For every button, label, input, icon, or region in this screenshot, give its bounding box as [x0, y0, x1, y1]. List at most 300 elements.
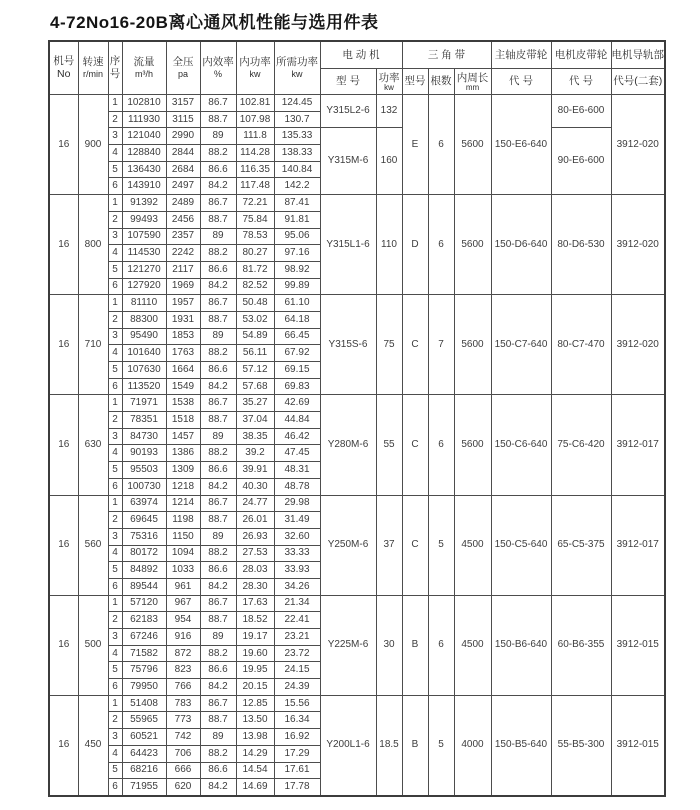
- flow-cell: 88300: [122, 311, 166, 328]
- required-power-cell: 31.49: [274, 512, 320, 529]
- seq-cell: 5: [108, 362, 122, 379]
- pressure-cell: 1198: [166, 512, 200, 529]
- belt-count-cell: 7: [428, 295, 454, 395]
- flow-cell: 101640: [122, 345, 166, 362]
- internal-power-cell: 39.91: [236, 462, 274, 479]
- belt-length-cell: 4500: [454, 595, 491, 695]
- main-pulley-cell: 150-D6-640: [491, 195, 551, 295]
- seq-cell: 4: [108, 745, 122, 762]
- efficiency-cell: 84.2: [200, 478, 236, 495]
- header-motor-power: [376, 69, 402, 95]
- header-rail-code: 代号(二套): [611, 69, 665, 95]
- header-speed-line1: 转速: [82, 56, 104, 69]
- required-power-cell: 91.81: [274, 211, 320, 228]
- pressure-cell: 1664: [166, 362, 200, 379]
- seq-cell: 3: [108, 228, 122, 245]
- belt-model-cell: B: [402, 695, 428, 796]
- main-pulley-cell: 150-E6-640: [491, 95, 551, 195]
- required-power-cell: 69.15: [274, 362, 320, 379]
- seq-cell: 4: [108, 645, 122, 662]
- internal-power-cell: 78.53: [236, 228, 274, 245]
- rail-code-cell: 3912-020: [611, 95, 665, 195]
- header-pressure-line1: 全压: [172, 56, 194, 69]
- motor-pulley-cell: 55-B5-300: [551, 695, 611, 796]
- header-speed: [78, 41, 108, 95]
- required-power-cell: 66.45: [274, 328, 320, 345]
- internal-power-cell: 111.8: [236, 128, 274, 145]
- header-motor-pulley-group: 电机皮带轮: [551, 41, 611, 69]
- required-power-cell: 34.26: [274, 578, 320, 595]
- table-row: [49, 128, 665, 145]
- motor-power-cell: 110: [376, 195, 402, 295]
- fan-no-cell: 16: [49, 195, 78, 295]
- pressure-cell: 1549: [166, 378, 200, 395]
- pressure-cell: 2684: [166, 161, 200, 178]
- main-pulley-cell: 150-B5-640: [491, 695, 551, 796]
- seq-cell: 6: [108, 378, 122, 395]
- seq-cell: 1: [108, 595, 122, 612]
- efficiency-cell: 88.7: [200, 712, 236, 729]
- pressure-cell: 872: [166, 645, 200, 662]
- efficiency-cell: 88.7: [200, 311, 236, 328]
- required-power-cell: 33.33: [274, 545, 320, 562]
- header-motor-power-line2: kw: [384, 83, 394, 93]
- pressure-cell: 742: [166, 729, 200, 746]
- rail-code-cell: 3912-020: [611, 295, 665, 395]
- table-row: [49, 295, 665, 312]
- required-power-cell: 17.29: [274, 745, 320, 762]
- internal-power-cell: 27.53: [236, 545, 274, 562]
- flow-cell: 64423: [122, 745, 166, 762]
- required-power-cell: 67.92: [274, 345, 320, 362]
- header-internal-power: [236, 41, 274, 95]
- seq-cell: 2: [108, 412, 122, 429]
- pressure-cell: 1518: [166, 412, 200, 429]
- motor-power-cell: 30: [376, 595, 402, 695]
- belt-count-cell: 6: [428, 195, 454, 295]
- speed-cell: 710: [78, 295, 108, 395]
- seq-cell: 5: [108, 161, 122, 178]
- rail-code-cell: 3912-020: [611, 195, 665, 295]
- internal-power-cell: 39.2: [236, 445, 274, 462]
- efficiency-cell: 86.6: [200, 161, 236, 178]
- efficiency-cell: 89: [200, 528, 236, 545]
- required-power-cell: 64.18: [274, 311, 320, 328]
- rail-code-cell: 3912-017: [611, 395, 665, 495]
- efficiency-cell: 84.2: [200, 679, 236, 696]
- internal-power-cell: 35.27: [236, 395, 274, 412]
- required-power-cell: 24.39: [274, 679, 320, 696]
- pressure-cell: 1150: [166, 528, 200, 545]
- header-seq-line1: 序: [109, 55, 121, 68]
- belt-length-cell: 5600: [454, 95, 491, 195]
- speed-cell: 450: [78, 695, 108, 796]
- header-motor-power-line1: 功率: [378, 71, 400, 84]
- pressure-cell: 2242: [166, 245, 200, 262]
- internal-power-cell: 26.01: [236, 512, 274, 529]
- pressure-cell: 1969: [166, 278, 200, 295]
- rail-code-cell: 3912-015: [611, 595, 665, 695]
- efficiency-cell: 86.6: [200, 261, 236, 278]
- header-seq: [108, 41, 122, 95]
- belt-count-cell: 6: [428, 595, 454, 695]
- internal-power-cell: 28.30: [236, 578, 274, 595]
- seq-cell: 5: [108, 261, 122, 278]
- efficiency-cell: 84.2: [200, 378, 236, 395]
- rail-code-cell: 3912-017: [611, 495, 665, 595]
- pressure-cell: 2497: [166, 178, 200, 195]
- internal-power-cell: 37.04: [236, 412, 274, 429]
- header-required-power-line1: 所需功率: [276, 56, 318, 69]
- motor-pulley-cell: 90-E6-600: [551, 128, 611, 195]
- seq-cell: 2: [108, 111, 122, 128]
- motor-model-cell: Y315L1-6: [320, 195, 376, 295]
- pressure-cell: 706: [166, 745, 200, 762]
- header-internal-power-line1: 内功率: [239, 56, 271, 69]
- required-power-cell: 95.06: [274, 228, 320, 245]
- efficiency-cell: 88.2: [200, 445, 236, 462]
- header-pressure-line2: pa: [177, 68, 188, 79]
- belt-length-cell: 5600: [454, 195, 491, 295]
- seq-cell: 6: [108, 578, 122, 595]
- main-pulley-cell: 150-C5-640: [491, 495, 551, 595]
- required-power-cell: 140.84: [274, 161, 320, 178]
- efficiency-cell: 89: [200, 428, 236, 445]
- header-pressure: [166, 41, 200, 95]
- flow-cell: 99493: [122, 211, 166, 228]
- flow-cell: 113520: [122, 378, 166, 395]
- fan-no-cell: 16: [49, 495, 78, 595]
- required-power-cell: 61.10: [274, 295, 320, 312]
- flow-cell: 63974: [122, 495, 166, 512]
- efficiency-cell: 86.7: [200, 195, 236, 212]
- motor-model-cell: Y280M-6: [320, 395, 376, 495]
- seq-cell: 6: [108, 679, 122, 696]
- belt-model-cell: D: [402, 195, 428, 295]
- pressure-cell: 1094: [166, 545, 200, 562]
- internal-power-cell: 50.48: [236, 295, 274, 312]
- flow-cell: 71971: [122, 395, 166, 412]
- flow-cell: 79950: [122, 679, 166, 696]
- seq-cell: 1: [108, 395, 122, 412]
- efficiency-cell: 88.7: [200, 211, 236, 228]
- internal-power-cell: 17.63: [236, 595, 274, 612]
- efficiency-cell: 89: [200, 228, 236, 245]
- efficiency-cell: 84.2: [200, 178, 236, 195]
- efficiency-cell: 86.7: [200, 295, 236, 312]
- fan-no-cell: 16: [49, 695, 78, 796]
- header-rail-group: 电机导轨部: [611, 41, 665, 69]
- header-seq-line2: 号: [109, 68, 121, 80]
- internal-power-cell: 38.35: [236, 428, 274, 445]
- header-fan-no: [49, 41, 78, 95]
- pressure-cell: 1033: [166, 562, 200, 579]
- fan-no-cell: 16: [49, 395, 78, 495]
- required-power-cell: 142.2: [274, 178, 320, 195]
- efficiency-cell: 88.7: [200, 412, 236, 429]
- efficiency-cell: 86.6: [200, 362, 236, 379]
- internal-power-cell: 57.12: [236, 362, 274, 379]
- flow-cell: 67246: [122, 629, 166, 646]
- internal-power-cell: 12.85: [236, 695, 274, 712]
- flow-cell: 75796: [122, 662, 166, 679]
- efficiency-cell: 88.7: [200, 612, 236, 629]
- seq-cell: 4: [108, 445, 122, 462]
- flow-cell: 84730: [122, 428, 166, 445]
- table-row: [49, 695, 665, 712]
- flow-cell: 80172: [122, 545, 166, 562]
- internal-power-cell: 107.98: [236, 111, 274, 128]
- required-power-cell: 17.78: [274, 779, 320, 796]
- speed-cell: 800: [78, 195, 108, 295]
- efficiency-cell: 88.7: [200, 111, 236, 128]
- belt-count-cell: 6: [428, 95, 454, 195]
- belt-count-cell: 5: [428, 495, 454, 595]
- required-power-cell: 69.83: [274, 378, 320, 395]
- header-main-pulley-group: 主轴皮带轮: [491, 41, 551, 69]
- motor-pulley-cell: 80-C7-470: [551, 295, 611, 395]
- internal-power-cell: 20.15: [236, 679, 274, 696]
- internal-power-cell: 14.69: [236, 779, 274, 796]
- flow-cell: 107630: [122, 362, 166, 379]
- header-efficiency-line2: %: [213, 68, 222, 79]
- flow-cell: 91392: [122, 195, 166, 212]
- pressure-cell: 954: [166, 612, 200, 629]
- page-title: 4-72No16-20B离心通风机性能与选用件表: [50, 13, 379, 32]
- flow-cell: 84892: [122, 562, 166, 579]
- pressure-cell: 773: [166, 712, 200, 729]
- flow-cell: 107590: [122, 228, 166, 245]
- required-power-cell: 23.21: [274, 629, 320, 646]
- header-motor-pulley-code: 代 号: [551, 69, 611, 95]
- pressure-cell: 783: [166, 695, 200, 712]
- flow-cell: 55965: [122, 712, 166, 729]
- belt-model-cell: C: [402, 295, 428, 395]
- seq-cell: 5: [108, 562, 122, 579]
- internal-power-cell: 82.52: [236, 278, 274, 295]
- seq-cell: 1: [108, 195, 122, 212]
- internal-power-cell: 72.21: [236, 195, 274, 212]
- header-belt-length-line2: mm: [465, 83, 480, 93]
- belt-count-cell: 5: [428, 695, 454, 796]
- table-header: [49, 41, 665, 95]
- speed-cell: 900: [78, 95, 108, 195]
- flow-cell: 75316: [122, 528, 166, 545]
- seq-cell: 2: [108, 311, 122, 328]
- pressure-cell: 1218: [166, 478, 200, 495]
- seq-cell: 2: [108, 612, 122, 629]
- pressure-cell: 2489: [166, 195, 200, 212]
- seq-cell: 6: [108, 779, 122, 796]
- table-body: [49, 95, 665, 796]
- speed-cell: 560: [78, 495, 108, 595]
- header-efficiency: [200, 41, 236, 95]
- header-motor-group: 电 动 机: [320, 41, 402, 69]
- fan-performance-table: [48, 40, 666, 797]
- belt-length-cell: 5600: [454, 395, 491, 495]
- motor-model-cell: Y315L2-6: [320, 95, 376, 128]
- motor-pulley-cell: 75-C6-420: [551, 395, 611, 495]
- header-speed-line2: r/min: [83, 68, 103, 79]
- belt-model-cell: E: [402, 95, 428, 195]
- motor-power-cell: 75: [376, 295, 402, 395]
- required-power-cell: 46.42: [274, 428, 320, 445]
- header-belt-length: [454, 69, 491, 95]
- efficiency-cell: 88.2: [200, 245, 236, 262]
- internal-power-cell: 53.02: [236, 311, 274, 328]
- internal-power-cell: 40.30: [236, 478, 274, 495]
- efficiency-cell: 88.2: [200, 145, 236, 162]
- seq-cell: 4: [108, 545, 122, 562]
- pressure-cell: 1309: [166, 462, 200, 479]
- seq-cell: 3: [108, 629, 122, 646]
- pressure-cell: 1957: [166, 295, 200, 312]
- internal-power-cell: 81.72: [236, 261, 274, 278]
- motor-model-cell: Y225M-6: [320, 595, 376, 695]
- motor-pulley-cell: 80-D6-530: [551, 195, 611, 295]
- internal-power-cell: 28.03: [236, 562, 274, 579]
- rail-code-cell: 3912-015: [611, 695, 665, 796]
- efficiency-cell: 89: [200, 629, 236, 646]
- required-power-cell: 138.33: [274, 145, 320, 162]
- efficiency-cell: 86.6: [200, 562, 236, 579]
- header-fan-no-line1: 机号: [53, 55, 75, 68]
- pressure-cell: 916: [166, 629, 200, 646]
- pressure-cell: 967: [166, 595, 200, 612]
- seq-cell: 1: [108, 295, 122, 312]
- flow-cell: 95490: [122, 328, 166, 345]
- table-row: [49, 595, 665, 612]
- pressure-cell: 2456: [166, 211, 200, 228]
- pressure-cell: 2117: [166, 261, 200, 278]
- flow-cell: 89544: [122, 578, 166, 595]
- efficiency-cell: 84.2: [200, 779, 236, 796]
- header-main-pulley-code: 代 号: [491, 69, 551, 95]
- pressure-cell: 1853: [166, 328, 200, 345]
- header-required-power-line2: kw: [291, 68, 303, 79]
- efficiency-cell: 88.7: [200, 512, 236, 529]
- table-row: [49, 395, 665, 412]
- internal-power-cell: 14.54: [236, 762, 274, 779]
- seq-cell: 6: [108, 478, 122, 495]
- table-row: [49, 195, 665, 212]
- efficiency-cell: 88.2: [200, 545, 236, 562]
- seq-cell: 2: [108, 211, 122, 228]
- seq-cell: 1: [108, 695, 122, 712]
- internal-power-cell: 13.98: [236, 729, 274, 746]
- pressure-cell: 3157: [166, 95, 200, 112]
- efficiency-cell: 89: [200, 729, 236, 746]
- belt-length-cell: 4500: [454, 495, 491, 595]
- flow-cell: 68216: [122, 762, 166, 779]
- internal-power-cell: 57.68: [236, 378, 274, 395]
- required-power-cell: 87.41: [274, 195, 320, 212]
- pressure-cell: 1763: [166, 345, 200, 362]
- internal-power-cell: 54.89: [236, 328, 274, 345]
- pressure-cell: 1214: [166, 495, 200, 512]
- fan-no-cell: 16: [49, 595, 78, 695]
- header-fan-no-line2: No: [57, 68, 71, 80]
- pressure-cell: 1538: [166, 395, 200, 412]
- required-power-cell: 99.89: [274, 278, 320, 295]
- header-belt-group: 三 角 带: [402, 41, 491, 69]
- motor-power-cell: 18.5: [376, 695, 402, 796]
- efficiency-cell: 84.2: [200, 578, 236, 595]
- flow-cell: 81110: [122, 295, 166, 312]
- internal-power-cell: 19.95: [236, 662, 274, 679]
- pressure-cell: 620: [166, 779, 200, 796]
- seq-cell: 5: [108, 762, 122, 779]
- efficiency-cell: 88.2: [200, 345, 236, 362]
- flow-cell: 69645: [122, 512, 166, 529]
- efficiency-cell: 86.7: [200, 695, 236, 712]
- pressure-cell: 1457: [166, 428, 200, 445]
- required-power-cell: 44.84: [274, 412, 320, 429]
- flow-cell: 51408: [122, 695, 166, 712]
- belt-model-cell: C: [402, 495, 428, 595]
- motor-pulley-cell: 80-E6-600: [551, 95, 611, 128]
- required-power-cell: 32.60: [274, 528, 320, 545]
- motor-model-cell: Y315S-6: [320, 295, 376, 395]
- efficiency-cell: 89: [200, 328, 236, 345]
- motor-power-cell: 160: [376, 128, 402, 195]
- required-power-cell: 15.56: [274, 695, 320, 712]
- motor-pulley-cell: 65-C5-375: [551, 495, 611, 595]
- header-flow-line2: m³/h: [135, 68, 153, 79]
- internal-power-cell: 114.28: [236, 145, 274, 162]
- pressure-cell: 2357: [166, 228, 200, 245]
- required-power-cell: 124.45: [274, 95, 320, 112]
- efficiency-cell: 86.7: [200, 395, 236, 412]
- flow-cell: 71582: [122, 645, 166, 662]
- required-power-cell: 21.34: [274, 595, 320, 612]
- internal-power-cell: 80.27: [236, 245, 274, 262]
- internal-power-cell: 117.48: [236, 178, 274, 195]
- required-power-cell: 17.61: [274, 762, 320, 779]
- efficiency-cell: 88.2: [200, 645, 236, 662]
- header-belt-length-line1: 内周长: [456, 71, 489, 84]
- efficiency-cell: 89: [200, 128, 236, 145]
- seq-cell: 3: [108, 729, 122, 746]
- required-power-cell: 23.72: [274, 645, 320, 662]
- seq-cell: 3: [108, 128, 122, 145]
- seq-cell: 5: [108, 662, 122, 679]
- belt-length-cell: 5600: [454, 295, 491, 395]
- internal-power-cell: 18.52: [236, 612, 274, 629]
- required-power-cell: 29.98: [274, 495, 320, 512]
- pressure-cell: 1386: [166, 445, 200, 462]
- internal-power-cell: 13.50: [236, 712, 274, 729]
- efficiency-cell: 86.6: [200, 762, 236, 779]
- belt-count-cell: 6: [428, 395, 454, 495]
- required-power-cell: 48.78: [274, 478, 320, 495]
- motor-power-cell: 37: [376, 495, 402, 595]
- flow-cell: 102810: [122, 95, 166, 112]
- pressure-cell: 2844: [166, 145, 200, 162]
- motor-model-cell: Y250M-6: [320, 495, 376, 595]
- flow-cell: 62183: [122, 612, 166, 629]
- fan-no-cell: 16: [49, 95, 78, 195]
- pressure-cell: 766: [166, 679, 200, 696]
- seq-cell: 1: [108, 495, 122, 512]
- efficiency-cell: 86.6: [200, 462, 236, 479]
- seq-cell: 2: [108, 712, 122, 729]
- internal-power-cell: 19.60: [236, 645, 274, 662]
- internal-power-cell: 24.77: [236, 495, 274, 512]
- speed-cell: 630: [78, 395, 108, 495]
- seq-cell: 6: [108, 178, 122, 195]
- speed-cell: 500: [78, 595, 108, 695]
